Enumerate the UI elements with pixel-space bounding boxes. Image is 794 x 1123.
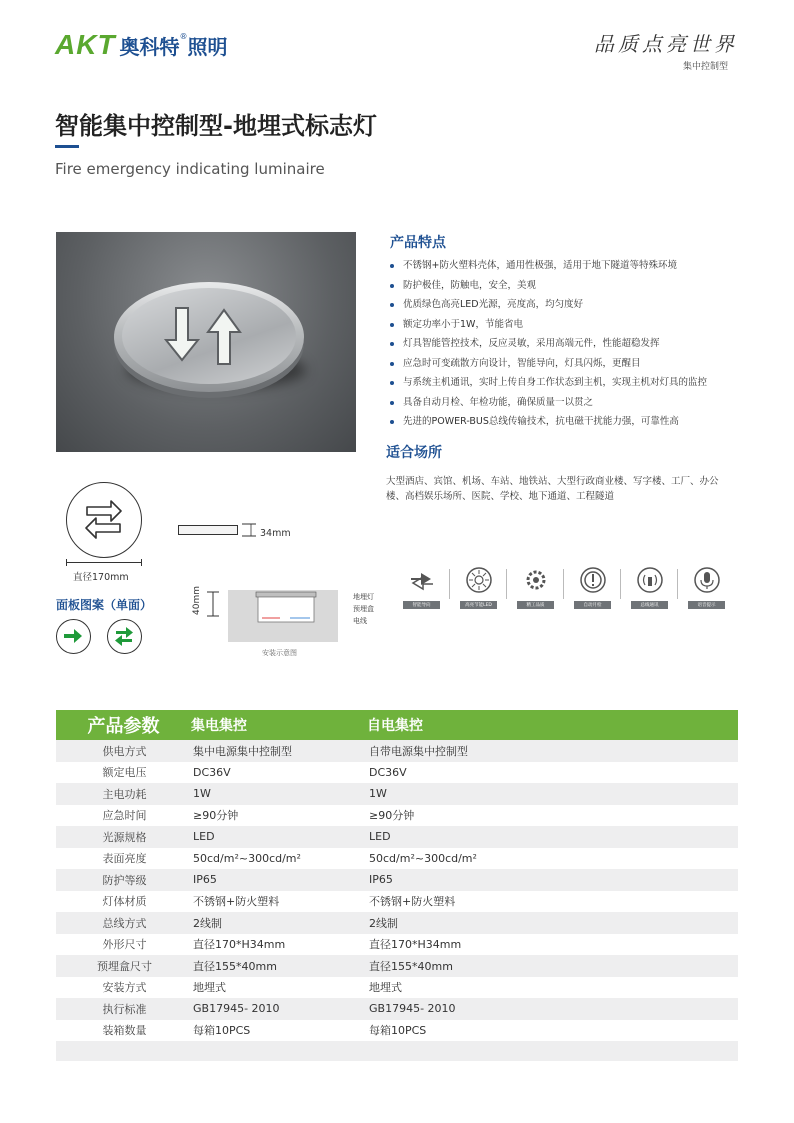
param-name: 执行标准 (102, 1002, 147, 1016)
param-value: DC36V (369, 765, 407, 779)
param-name: 预埋盒尺寸 (97, 959, 152, 973)
table-row (56, 977, 738, 999)
spec-table-header (56, 710, 738, 740)
mic-icon (692, 565, 722, 595)
param-name: 防护等级 (102, 873, 147, 887)
series-label: 集中控制型 (682, 62, 728, 72)
param-name: 额定电压 (102, 766, 147, 780)
list-item: 额定功率小于1W，节能省电 (390, 317, 707, 337)
param-value: 不锈钢+防火塑料 (193, 895, 280, 909)
table-row (56, 826, 738, 848)
panel-pattern-right-arrow (56, 619, 91, 654)
led-icon (464, 565, 494, 595)
list-item: 不锈钢+防火塑料壳体，通用性极强，适用于地下隧道等特殊环境 (390, 258, 707, 278)
side-profile-drawing (178, 525, 238, 535)
param-value: 不锈钢+防火塑料 (369, 895, 456, 909)
param-name: 光源规格 (102, 830, 147, 844)
param-name: 表面亮度 (102, 852, 147, 866)
gear-icon (521, 565, 551, 595)
diameter-dimension-line (66, 562, 142, 563)
table-row (56, 1020, 738, 1042)
table-row (56, 912, 738, 934)
alert-icon (578, 565, 608, 595)
logo-chinese-suffix: 照明 (187, 35, 228, 59)
logo-akt: AKT (55, 29, 116, 60)
height-dimension-mark (236, 520, 260, 540)
param-value: 2线制 (369, 916, 398, 930)
table-row (56, 998, 738, 1020)
diameter-label: 直径170mm (73, 572, 129, 583)
signal-icon (635, 565, 665, 595)
param-name: 主电功耗 (102, 787, 147, 801)
param-name: 装箱数量 (102, 1024, 147, 1038)
param-value: 50cd/m²~300cd/m² (193, 851, 301, 865)
param-value: GB17945- 2010 (193, 1002, 280, 1016)
param-value: 每箱10PCS (193, 1024, 251, 1038)
install-label-wire: 电线 (353, 617, 367, 625)
right-arrow-icon (57, 620, 89, 652)
table-row (56, 891, 738, 913)
page-title: 智能集中控制型-地埋式标志灯 (55, 112, 377, 140)
param-value: 自带电源集中控制型 (369, 744, 468, 758)
slogan (594, 28, 738, 72)
table-row (56, 805, 738, 827)
param-name: 安装方式 (102, 981, 147, 995)
list-item: 灯具智能管控技术，反应灵敏，采用高端元件，性能超稳发挥 (390, 336, 707, 356)
panel-pattern-bidirectional (107, 619, 142, 654)
param-value: 直径170*H34mm (369, 938, 462, 952)
feature-icon-voice: 语音提示 (678, 565, 735, 609)
slogan-text: 品质点亮世界 (594, 32, 738, 56)
venues-text: 大型酒店、宾馆、机场、车站、地铁站、大型行政商业楼、写字楼、工厂、办公楼、高档娱乐场所、医院、学校、地下通道、工程隧道 (386, 476, 719, 502)
brand-logo (55, 30, 228, 60)
features-heading: 产品特点 (390, 235, 446, 251)
table-row (56, 740, 738, 762)
param-value: 地埋式 (193, 981, 226, 995)
param-value: 直径170*H34mm (193, 938, 286, 952)
feature-icons-row (393, 565, 735, 609)
param-name: 外形尺寸 (102, 938, 147, 952)
table-row (56, 955, 738, 977)
bidirectional-arrow-icon (108, 620, 140, 652)
install-label-box: 预埋盒 (353, 605, 374, 613)
list-item: 具备自动月检、年检功能，确保质量一以贯之 (390, 395, 707, 415)
param-name: 供电方式 (102, 744, 147, 758)
param-value: IP65 (369, 873, 393, 887)
spec-table-body (56, 740, 738, 1061)
param-value: ≥90分钟 (193, 809, 239, 823)
param-value: DC36V (193, 765, 231, 779)
param-value: 直径155*40mm (369, 959, 453, 973)
param-value: 地埋式 (369, 981, 402, 995)
page-subtitle: Fire emergency indicating luminaire (55, 160, 325, 178)
header-self-power: 自电集控 (367, 718, 423, 734)
feature-icon-led: 高亮节能LED (450, 565, 507, 609)
table-row-empty (56, 1041, 738, 1061)
feature-icon-signal: 总线通讯 (621, 565, 678, 609)
logo-chinese-name: 奥科特 (119, 35, 180, 59)
param-value: 2线制 (193, 916, 222, 930)
title-underline (55, 145, 79, 148)
registered-mark: ® (179, 32, 188, 41)
features-list (390, 258, 707, 434)
bidirectional-arrow-icon (67, 483, 140, 556)
table-row (56, 869, 738, 891)
product-photo (56, 232, 356, 452)
param-value: 50cd/m²~300cd/m² (369, 851, 477, 865)
table-row (56, 934, 738, 956)
table-row (56, 848, 738, 870)
installation-diagram (228, 590, 338, 642)
venues-heading: 适合场所 (386, 445, 442, 461)
list-item: 防护极佳，防触电，安全，美观 (390, 278, 707, 298)
param-value: 集中电源集中控制型 (193, 744, 292, 758)
height-label: 34mm (260, 528, 291, 539)
install-depth-mark (205, 590, 221, 620)
header-params: 产品参数 (87, 716, 160, 737)
param-value: 直径155*40mm (193, 959, 277, 973)
param-value: LED (369, 830, 391, 844)
param-value: GB17945- 2010 (369, 1002, 456, 1016)
list-item: 应急时可变疏散方向设计，智能导向，灯具闪烁，更醒目 (390, 356, 707, 376)
direction-icon (407, 565, 437, 595)
list-item: 与系统主机通讯，实时上传自身工作状态到主机，实现主机对灯具的监控 (390, 375, 707, 395)
panel-outline-drawing (66, 482, 142, 558)
param-name: 应急时间 (102, 809, 147, 823)
feature-icon-quality: 精工品质 (507, 565, 564, 609)
param-value: ≥90分钟 (369, 809, 415, 823)
install-depth-label: 40mm (192, 586, 202, 615)
arrow-down-up-icon (122, 288, 296, 384)
param-value: 1W (193, 787, 211, 801)
feature-icon-alert: 自动月检 (564, 565, 621, 609)
param-value: LED (193, 830, 215, 844)
table-row (56, 783, 738, 805)
list-item: 先进的POWER-BUS总线传输技术，抗电磁干扰能力强，可靠性高 (390, 414, 707, 434)
param-name: 总线方式 (102, 916, 147, 930)
header-central-power: 集电集控 (191, 718, 247, 734)
install-label-luminaire: 地埋灯 (353, 593, 374, 601)
param-value: 1W (369, 787, 387, 801)
param-value: 每箱10PCS (369, 1024, 427, 1038)
install-caption: 安装示意图 (262, 649, 297, 657)
panel-pattern-heading: 面板图案（单面） (56, 598, 153, 612)
param-value: IP65 (193, 873, 217, 887)
param-name: 灯体材质 (102, 895, 147, 909)
spec-table (56, 710, 738, 1061)
list-item: 优质绿色高亮LED光源，亮度高，均匀度好 (390, 297, 707, 317)
table-row (56, 762, 738, 784)
luminaire-disc (114, 282, 304, 392)
feature-icon-direction: 智能导向 (393, 565, 450, 609)
